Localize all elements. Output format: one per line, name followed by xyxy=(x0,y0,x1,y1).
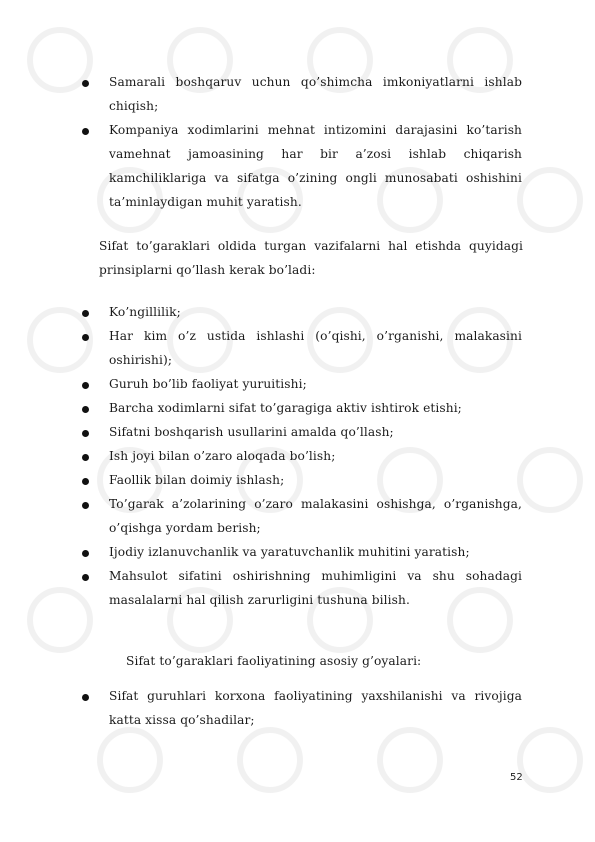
principles-list xyxy=(82,300,522,612)
bullet-icon xyxy=(82,80,89,87)
list-item-text: Ish joyi bilan o’zaro aloqada bo’lish; xyxy=(109,449,336,463)
list-item xyxy=(82,324,522,372)
list-item xyxy=(82,300,522,324)
list-item xyxy=(82,540,522,564)
list-item-text: Mahsulot sifatini oshirishning muhimligini va shu sohadagi masalalarni hal qilish zarurligini tushuna bilish. xyxy=(109,569,522,607)
list-item-text: Guruh bo’lib faoliyat yuruitishi; xyxy=(109,377,307,391)
principles-intro-paragraph: Sifat to’garaklari oldida turgan vazifalarni hal etishda quyidagi prinsiplarni qo’llash kerak bo’ladi: xyxy=(99,239,523,277)
list-item-text: Ko’ngillilik; xyxy=(109,305,181,319)
list-item xyxy=(82,468,522,492)
list-item xyxy=(82,444,522,468)
list-item-text: Faollik bilan doimiy ishlash; xyxy=(109,473,285,487)
list-item-text: To’garak a’zolarining o’zaro malakasini oshishga, o’rganishga, o’qishga yordam berish; xyxy=(109,497,522,535)
ideas-list xyxy=(82,684,522,732)
goals-list xyxy=(82,70,522,214)
bullet-icon xyxy=(82,334,89,341)
list-item-text: Samarali boshqaruv uchun qo’shimcha imkoniyatlarni ishlab chiqish; xyxy=(109,75,522,113)
list-item-text: Sifat guruhlari korxona faoliyatining yaxshilanishi va rivojiga katta xissa qo’shadilar; xyxy=(109,689,522,727)
page-number: 52 xyxy=(510,772,523,783)
bullet-icon xyxy=(82,310,89,317)
list-item xyxy=(82,684,522,732)
list-item-text: Kompaniya xodimlarini mehnat intizomini darajasini ko’tarish vamehnat jamoasining har bir a’zosi ishlab chiqarish kamchiliklariga va sifatga o’zining ongli munosabati oshishini ta’minlaydigan muhit yaratish. xyxy=(109,123,522,209)
list-item-text: Barcha xodimlarni sifat to’garagiga aktiv ishtirok etishi; xyxy=(109,401,462,415)
bullet-icon xyxy=(82,128,89,135)
bullet-icon xyxy=(82,382,89,389)
bullet-icon xyxy=(82,574,89,581)
list-item-text: Ijodiy izlanuvchanlik va yaratuvchanlik muhitini yaratish; xyxy=(109,545,470,559)
bullet-icon xyxy=(82,550,89,557)
bullet-icon xyxy=(82,406,89,413)
list-item-text: Sifatni boshqarish usullarini amalda qo’llash; xyxy=(109,425,394,439)
list-item xyxy=(82,492,522,540)
list-item-text: Har kim o’z ustida ishlashi (o’qishi, o’rganishi, malakasini oshirishi); xyxy=(109,329,522,367)
ideas-heading: Sifat to’garaklari faoliyatining asosiy g’oyalari: xyxy=(126,654,422,668)
list-item xyxy=(82,118,522,214)
list-item xyxy=(82,372,522,396)
bullet-icon xyxy=(82,454,89,461)
list-item xyxy=(82,396,522,420)
bullet-icon xyxy=(82,430,89,437)
list-item xyxy=(82,70,522,118)
bullet-icon xyxy=(82,478,89,485)
bullet-icon xyxy=(82,502,89,509)
bullet-icon xyxy=(82,694,89,701)
list-item xyxy=(82,564,522,612)
list-item xyxy=(82,420,522,444)
